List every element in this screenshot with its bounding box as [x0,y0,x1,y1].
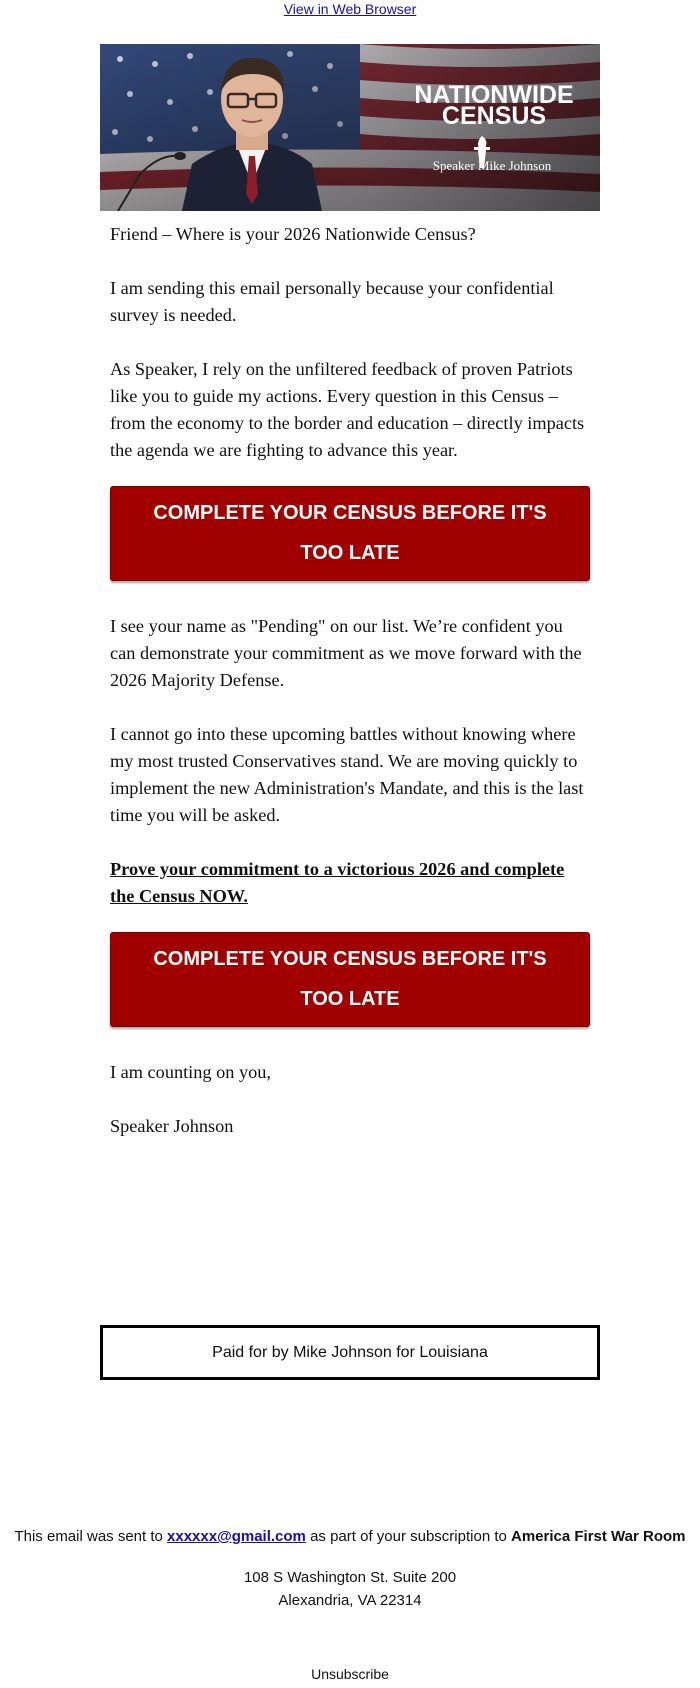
mailing-address [0,1566,700,1612]
unsubscribe-link[interactable]: Unsubscribe [311,1666,389,1682]
address-line-2: Alexandria, VA 22314 [278,1592,422,1609]
subscription-notice [0,1527,700,1547]
recipient-email-link[interactable]: xxxxxx@gmail.com [167,1528,306,1545]
view-in-browser-link[interactable]: View in Web Browser [283,1,417,17]
intro-paragraph: I am sending this email personally because your confidential survey is needed. [110,278,554,325]
complete-census-button-2[interactable]: COMPLETE YOUR CENSUS BEFORE IT'S TOO LATE [110,932,590,1027]
pending-paragraph: I see your name as "Pending" on our list. We’re confident you can demonstrate your commitment as we move forward with the 2026 Majority Defense. [110,616,582,690]
banner-signature: Speaker Mike Johnson [432,158,552,173]
greeting-paragraph: Friend – Where is your 2026 Nationwide Census? [110,224,476,244]
unsubscribe-bar [0,1665,700,1683]
organization-name: America First War Room [511,1528,686,1545]
signature-paragraph: Speaker Johnson [110,1116,234,1136]
view-in-browser-bar [0,1,700,17]
flag-banner-image [100,44,600,211]
email-body [110,221,590,1167]
prove-commitment-link[interactable]: Prove your commitment to a victorious 2026 and complete the Census NOW. [110,859,565,906]
paid-for-disclaimer: Paid for by Mike Johnson for Louisiana [100,1325,600,1380]
battles-paragraph: I cannot go into these upcoming battles without knowing where my most trusted Conservatives stand. We are moving quickly to implement the new Administration's Mandate, and this is the last time you will be asked. [110,724,584,825]
sent-prefix: This email was sent to [14,1528,168,1545]
counting-paragraph: I am counting on you, [110,1062,271,1082]
header-banner [100,44,600,211]
speaker-paragraph: As Speaker, I rely on the unfiltered feedback of proven Patriots like you to guide my actions. Every question in this Census – from the economy to the border and education – directly impacts the agenda we are fighting to advance this year. [110,359,585,460]
sent-middle: as part of your subscription to [305,1528,512,1545]
address-line-1: 108 S Washington St. Suite 200 [243,1569,457,1586]
banner-title-line1: NATIONWIDE [414,81,574,109]
banner-title-line2: CENSUS [441,102,547,130]
complete-census-button[interactable]: COMPLETE YOUR CENSUS BEFORE IT'S TOO LATE [110,486,590,581]
